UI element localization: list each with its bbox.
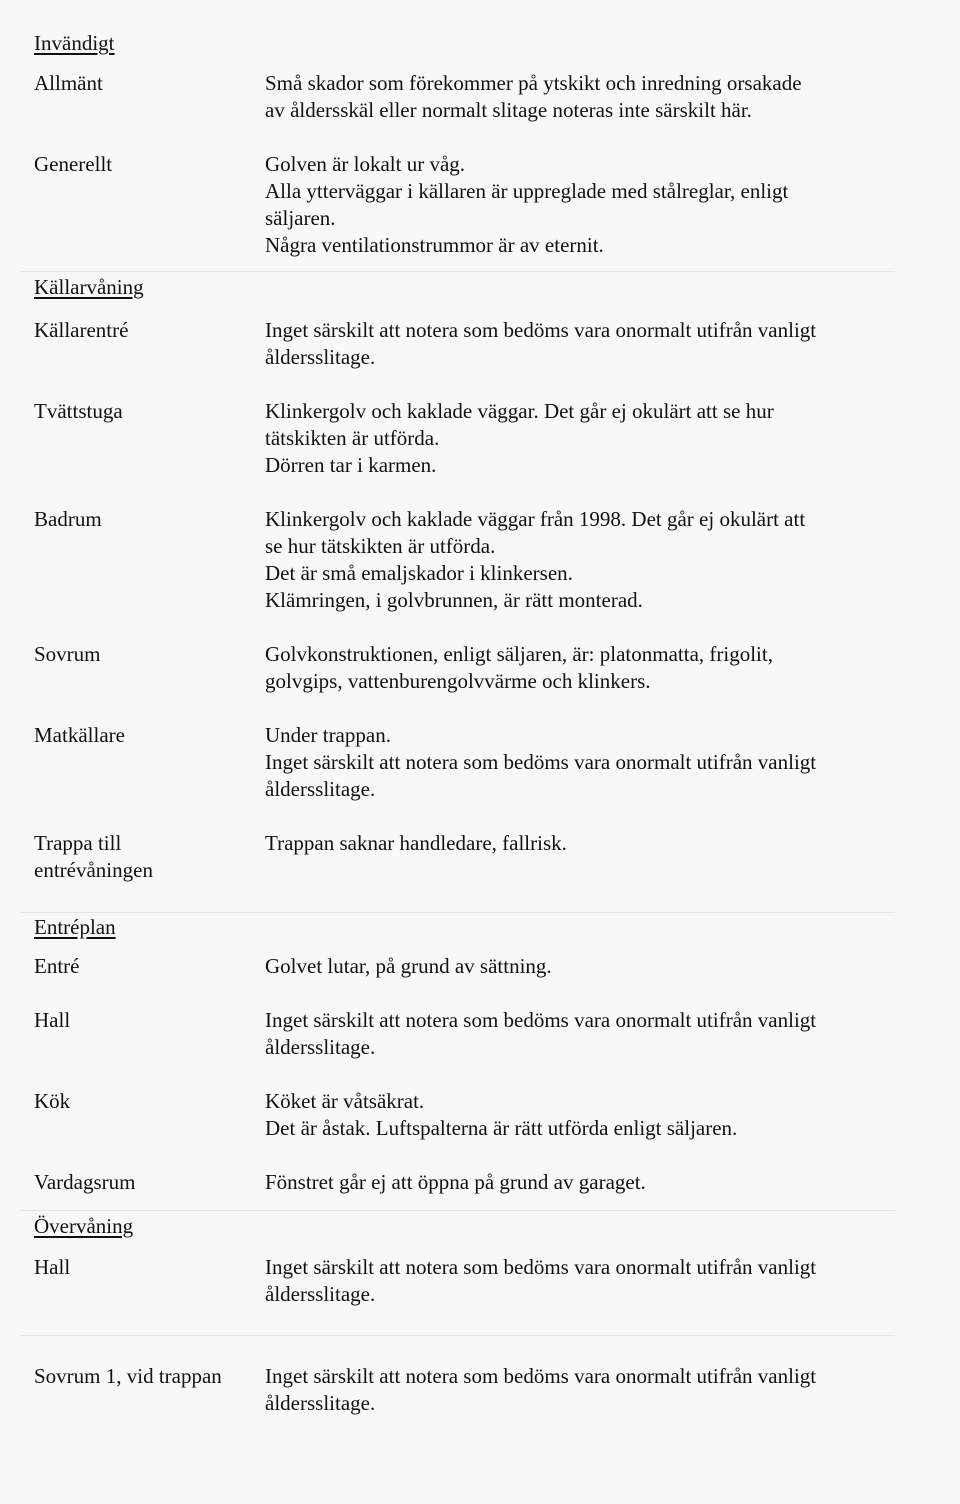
- row-tvattstuga: [34, 398, 881, 479]
- row-text: Inget särskilt att notera som bedöms vara onormalt utifrån vanligt åldersslitage.: [265, 1008, 817, 1059]
- row-label: Badrum: [34, 507, 102, 531]
- row-text: Inget särskilt att notera som bedöms vara onormalt utifrån vanligt åldersslitage.: [265, 318, 817, 369]
- section-overvaning: [20, 1213, 895, 1308]
- row-text: Trappan saknar handledare, fallrisk.: [265, 831, 567, 855]
- row-label: Sovrum 1, vid trappan: [34, 1364, 222, 1388]
- row-label: Trappa till entrévåningen: [34, 831, 153, 882]
- row-entre: [34, 953, 881, 980]
- row-generellt: [34, 151, 881, 259]
- row-trappa: [34, 830, 881, 884]
- row-matkallare: [34, 722, 881, 803]
- row-text: Små skador som förekommer på ytskikt och inredning orsakade av åldersskäl eller normalt slitage noteras inte särskilt här.: [265, 71, 802, 122]
- inspection-document: [20, 14, 895, 1417]
- row-kallarentre: [34, 317, 881, 371]
- row-text: Golvkonstruktionen, enligt säljaren, är: platonmatta, frigolit, golvgips, vattenburengolvvärme och klinkers.: [265, 642, 773, 693]
- section-title: Entréplan: [34, 915, 116, 939]
- row-label: Generellt: [34, 152, 113, 176]
- divider: [20, 912, 895, 913]
- row-text: Inget särskilt att notera som bedöms vara onormalt utifrån vanligt åldersslitage.: [265, 1364, 817, 1415]
- row-text: Fönstret går ej att öppna på grund av garaget.: [265, 1170, 646, 1194]
- row-allmant: [34, 70, 881, 124]
- section-overvaning-cont: [20, 1363, 895, 1417]
- row-text: Golven är lokalt ur våg. Alla ytterväggar i källaren är uppreglade med stålreglar, enligt säljaren. Några ventilationstrummor är av eternit.: [265, 152, 789, 257]
- section-entreplan: [20, 914, 895, 1196]
- section-title: Källarvåning: [34, 275, 144, 299]
- row-text: Köket är våtsäkrat. Det är åstak. Luftspalterna är rätt utförda enligt säljaren.: [265, 1089, 738, 1140]
- row-label: Tvättstuga: [34, 399, 123, 423]
- row-kok: [34, 1088, 881, 1142]
- row-label: Hall: [34, 1255, 71, 1279]
- row-hall: [34, 1007, 881, 1061]
- row-badrum: [34, 506, 881, 614]
- section-kallarvaning: [20, 274, 895, 884]
- row-label: Allmänt: [34, 71, 103, 95]
- row-label: Matkällare: [34, 723, 125, 747]
- row-text: Klinkergolv och kaklade väggar från 1998. Det går ej okulärt att se hur tätskikten är utförda. Det är små emaljskador i klinkersen. Klämringen, i golvbrunnen, är rätt monterad.: [265, 507, 806, 612]
- row-vardagsrum: [34, 1169, 881, 1196]
- row-text: Klinkergolv och kaklade väggar. Det går ej okulärt att se hur tätskikten är utförda. Dörren tar i karmen.: [265, 399, 774, 477]
- row-sovrum: [34, 641, 881, 695]
- divider: [20, 1335, 895, 1336]
- divider: [20, 1210, 895, 1211]
- section-invandigt: [20, 14, 895, 259]
- row-label: Kök: [34, 1089, 71, 1113]
- row-label: Vardagsrum: [34, 1170, 136, 1194]
- row-text: Inget särskilt att notera som bedöms vara onormalt utifrån vanligt åldersslitage.: [265, 1255, 817, 1306]
- row-label: Entré: [34, 954, 80, 978]
- row-hall-over: [34, 1254, 881, 1308]
- divider: [20, 271, 895, 272]
- row-text: Golvet lutar, på grund av sättning.: [265, 954, 552, 978]
- row-label: Sovrum: [34, 642, 101, 666]
- section-title: Övervåning: [34, 1214, 134, 1238]
- row-label: Hall: [34, 1008, 71, 1032]
- row-text: Under trappan. Inget särskilt att notera som bedöms vara onormalt utifrån vanligt åldersslitage.: [265, 723, 817, 801]
- row-label: Källarentré: [34, 318, 129, 342]
- section-title: Invändigt: [34, 31, 115, 55]
- row-sovrum-1: [34, 1363, 881, 1417]
